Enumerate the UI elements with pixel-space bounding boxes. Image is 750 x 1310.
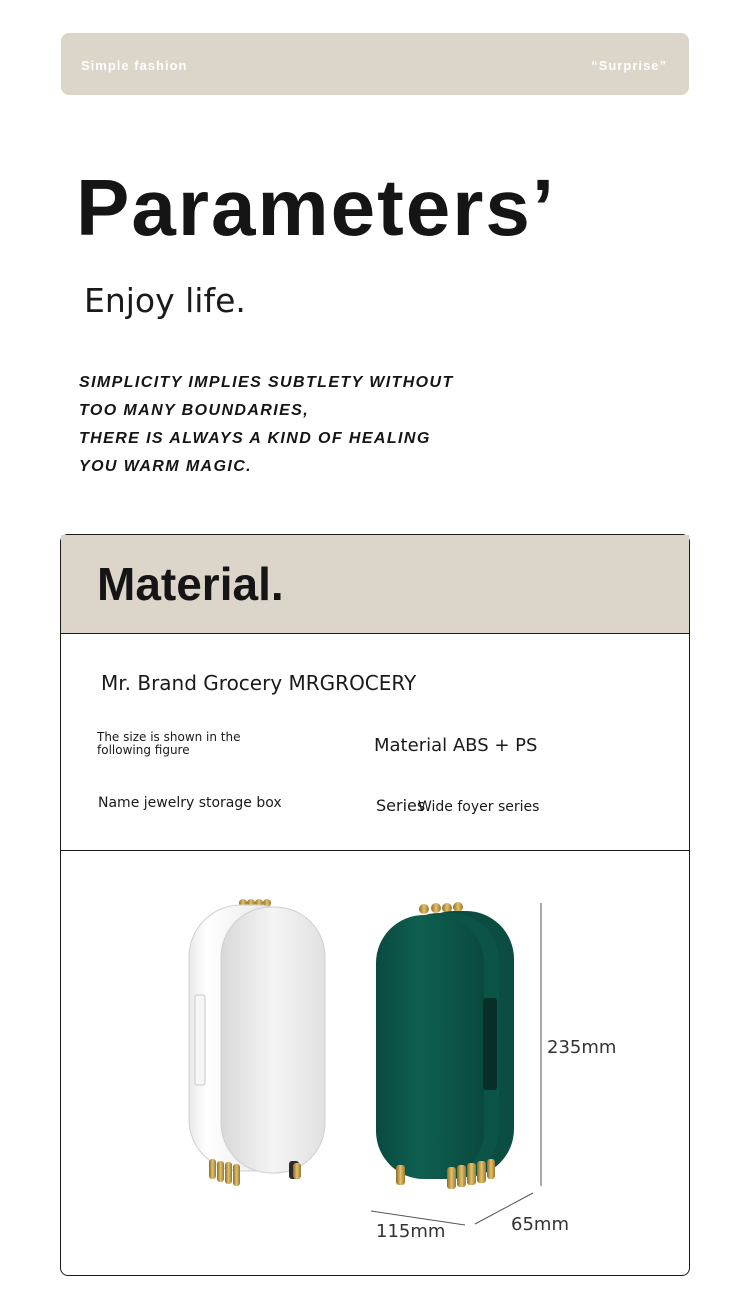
spec-material: Material ABS + PS [374,735,538,756]
quote-line: TOO MANY BOUNDARIES, [79,402,310,419]
quote-line: YOU WARM MAGIC. [79,458,252,475]
green-box [376,902,514,1189]
product-illustration [61,851,689,1275]
page-subtitle: Enjoy life. [84,281,246,320]
width-label: 115mm [376,1221,446,1242]
height-label: 235mm [547,1037,617,1058]
spec-series-label: Series [376,796,426,815]
spec-name: Name jewelry storage box [98,795,282,811]
product-figure [61,851,689,1275]
spec-series-value: Wide foyer series [418,799,540,815]
banner-left-text: Simple fashion [81,58,188,73]
material-title: Material. [97,558,284,610]
material-header [61,535,689,634]
material-card [60,534,690,1276]
top-banner [61,33,689,95]
quote-line: THERE IS ALWAYS A KIND OF HEALING [79,430,431,447]
page-title: Parameters’ [76,163,557,252]
spec-brand: Mr. Brand Grocery MRGROCERY [101,671,417,695]
slogan-quote [79,369,454,481]
spec-series [376,796,539,815]
banner-right-text: “Surprise” [591,58,667,73]
spec-size-note: The size is shown in the following figure [97,730,241,757]
depth-label: 65mm [511,1214,569,1235]
quote-line: SIMPLICITY IMPLIES SUBTLETY WITHOUT [79,374,454,391]
white-box [189,899,325,1186]
spec-list [61,634,689,851]
